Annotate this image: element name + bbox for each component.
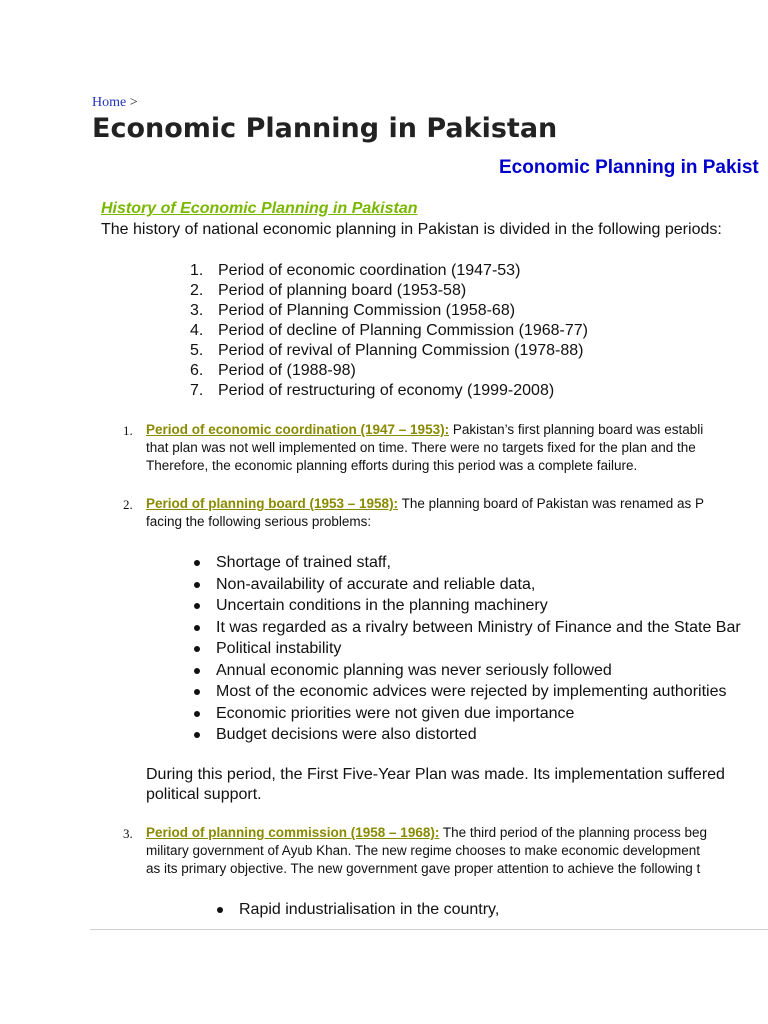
section-2-text: Period of planning board (1953 – 1958): The planning board of Pakistan was renamed as P facing the following serious problems: bbox=[146, 496, 705, 529]
problems-list bbox=[216, 552, 741, 746]
periods-list bbox=[190, 261, 588, 401]
list-item: 7. Period of restructuring of economy (1999-2008) bbox=[190, 382, 555, 399]
list-item: 5. Period of revival of Planning Commission (1978-88) bbox=[190, 342, 584, 359]
breadcrumb-home-link[interactable]: Home bbox=[92, 95, 127, 110]
list-item: 3. Period of Planning Commission (1958-68) bbox=[190, 302, 516, 319]
section-1-lead: Period of economic coordination (1947 – 1953): bbox=[146, 422, 450, 437]
section-number: 3. bbox=[123, 826, 133, 841]
document-heading: Economic Planning in Pakist bbox=[499, 157, 759, 178]
list-item: 2. Period of planning board (1953-58) bbox=[190, 282, 467, 299]
section-number: 2. bbox=[123, 497, 133, 512]
section-3-lead: Period of planning commission (1958 – 1968): bbox=[146, 825, 440, 840]
divider bbox=[90, 929, 768, 930]
list-item: Shortage of trained staff, bbox=[216, 552, 741, 574]
section-2-lead: Period of planning board (1953 – 1958): bbox=[146, 496, 399, 511]
list-item: Non-availability of accurate and reliable data, bbox=[216, 574, 741, 596]
list-item: Economic priorities were not given due importance bbox=[216, 703, 741, 725]
intro-paragraph: The history of national economic planning in Pakistan is divided in the following periods: bbox=[101, 221, 722, 238]
section-3-text: Period of planning commission (1958 – 1968): The third period of the planning process beg military government of Ayub Khan. The new regime chooses to make economic development as its primary objective. The new government gave proper attention to achieve the following t bbox=[146, 825, 708, 876]
section-title: History of Economic Planning in Pakistan bbox=[101, 200, 418, 217]
list-item: Annual economic planning was never seriously followed bbox=[216, 660, 741, 682]
list-item: 4. Period of decline of Planning Commission (1968-77) bbox=[190, 322, 588, 339]
list-item: Rapid industrialisation in the country, bbox=[239, 899, 499, 921]
list-item: 1. Period of economic coordination (1947-53) bbox=[190, 262, 521, 279]
list-item: Budget decisions were also distorted bbox=[216, 724, 741, 746]
breadcrumb-separator: > bbox=[129, 95, 138, 110]
section-number: 1. bbox=[123, 423, 133, 438]
list-item: It was regarded as a rivalry between Ministry of Finance and the State Bar bbox=[216, 617, 741, 639]
section-2-closing: During this period, the First Five-Year Plan was made. Its implementation suffered political support. bbox=[146, 766, 725, 803]
list-item: Most of the economic advices were rejected by implementing authorities bbox=[216, 681, 741, 703]
list-item: Political instability bbox=[216, 638, 741, 660]
list-item: Uncertain conditions in the planning machinery bbox=[216, 595, 741, 617]
section-1-text: Period of economic coordination (1947 – 1953): Pakistan’s first planning board was establi that plan was not well implemented on time. There were no targets fixed for the plan and the Therefore, the economic planning efforts during this period was a complete failure. bbox=[146, 422, 704, 473]
list-item: 6. Period of (1988-98) bbox=[190, 362, 356, 379]
objectives-list bbox=[239, 899, 499, 921]
page-title: Economic Planning in Pakistan bbox=[92, 113, 558, 144]
